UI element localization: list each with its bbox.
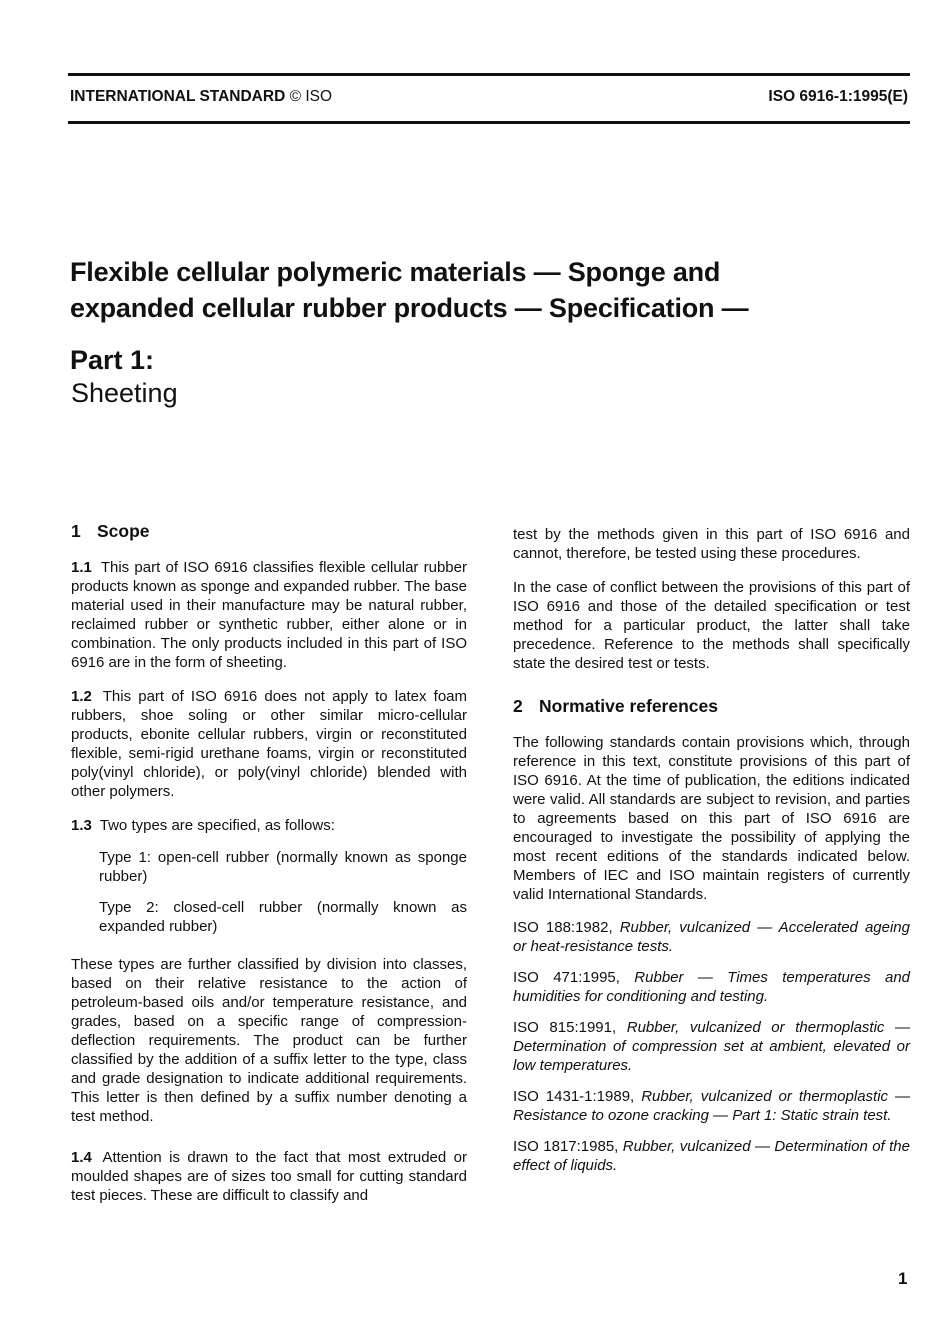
reference-code: ISO 1817:1985, <box>513 1138 619 1155</box>
reference-title: Rubber — Times temperatures and humidities for conditioning and testing. <box>513 969 911 1005</box>
clause-1-1 <box>71 558 467 672</box>
clause-1-4 <box>71 1148 467 1205</box>
clause-1-3-continuation: These types are further classified by division into classes, based on their relative resistance to the action of petroleum-based oils and/or temperature resistance, and grades, based on a specific range of compression-deflection requirements. The product can be further classified by the addition of a suffix letter to the type, class and grade designation to indicate additional requirements. This letter is then defined by a suffix number denoting a test method. <box>71 956 467 1125</box>
reference-title: Rubber, vulcanized — Determination of the effect of liquids. <box>513 1138 910 1174</box>
header-copyright: © ISO <box>289 88 333 105</box>
clause-1-2-text: This part of ISO 6916 does not apply to latex foam rubbers, shoe soling or other similar micro-cellular products, ebonite cellular rubbers, virgin or reconstituted flexible, semi-rigid urethane foams, virgin or reconstituted poly(vinyl chloride), or poly(vinyl chloride) blended with other polymers. <box>71 688 467 800</box>
header-top-rule <box>68 73 910 76</box>
clause-1-3-text: Two types are specified, as follows: <box>99 817 335 834</box>
reference-title: Rubber, vulcanized or thermoplastic — Resistance to ozone cracking — Part 1: Static strain test. <box>513 1088 910 1124</box>
clause-1-5: In the case of conflict between the provisions of this part of ISO 6916 and those of the detailed specification or test method for a particular product, the latter shall take precedence. Reference to the methods shall specifically state the desired test or tests. <box>513 579 910 672</box>
header-document-number: ISO 6916-1:1995(E) <box>768 88 908 105</box>
clause-1-4-continued: test by the methods given in this part of ISO 6916 and cannot, therefore, be tested using these procedures. <box>513 526 910 562</box>
reference-title: Rubber, vulcanized or thermoplastic — Determination of compression set at ambient, elevated or low temperatures. <box>513 1019 910 1074</box>
reference-code: ISO 188:1982, <box>513 919 613 936</box>
clause-1-4-number: 1.4 <box>71 1149 92 1166</box>
reference-code: ISO 815:1991, <box>513 1019 617 1036</box>
clause-1-1-text: This part of ISO 6916 classifies flexible cellular rubber products known as sponge and expanded rubber. The base material used in their manufacture may be natural rubber, reclaimed rubber or synthetic rubber, either alone or in combination. The only products included in this part of ISO 6916 are in the form of sheeting. <box>71 559 467 671</box>
document-title <box>70 254 890 326</box>
clause-1-2-number: 1.2 <box>71 688 92 705</box>
part-name: Sheeting <box>71 378 178 408</box>
section-1-heading <box>71 522 467 541</box>
section-1-number: 1 <box>71 521 81 541</box>
section-1-title: Scope <box>97 521 150 541</box>
reference-code: ISO 1431-1:1989, <box>513 1088 635 1105</box>
clause-1-3-number: 1.3 <box>71 817 92 834</box>
section-2-intro: The following standards contain provisions which, through reference in this text, constitute provisions of this part of ISO 6916. At the time of publication, the editions indicated were valid. All standards are subject to revision, and parties to agreements based on this part of ISO 6916 are encouraged to investigate the possibility of applying the most recent editions of the standards indicated below. Members of IEC and ISO maintain registers of currently valid International Standards. <box>513 734 910 903</box>
title-line-2: expanded cellular rubber products — Specification — <box>70 293 749 323</box>
reference-item <box>513 1137 910 1175</box>
section-2-number: 2 <box>513 696 523 716</box>
header-standard-label: INTERNATIONAL STANDARD <box>70 88 286 105</box>
type-2-item: Type 2: closed-cell rubber (normally known as expanded rubber) <box>99 899 467 935</box>
clause-1-1-number: 1.1 <box>71 559 92 576</box>
right-column <box>513 525 910 1187</box>
clause-1-4-text: Attention is drawn to the fact that most extruded or moulded shapes are of sizes too small for cutting standard test pieces. These are difficult to classify and <box>71 1149 467 1204</box>
reference-item <box>513 968 910 1006</box>
page-number: 1 <box>898 1269 908 1288</box>
section-2-heading <box>513 697 910 716</box>
clause-1-2 <box>71 687 467 801</box>
type-1-item: Type 1: open-cell rubber (normally known as sponge rubber) <box>99 849 467 885</box>
reference-code: ISO 471:1995, <box>513 969 620 986</box>
part-label: Part 1: <box>70 345 155 375</box>
title-line-1: Flexible cellular polymeric materials — Sponge and <box>70 257 721 287</box>
reference-item <box>513 918 910 956</box>
reference-item <box>513 1018 910 1075</box>
header-document-type <box>70 88 332 106</box>
reference-title: Rubber, vulcanized — Accelerated ageing or heat-resistance tests. <box>513 919 910 955</box>
reference-item <box>513 1087 910 1125</box>
clause-1-3 <box>71 816 467 835</box>
section-2-title: Normative references <box>539 696 718 716</box>
header-bottom-rule <box>68 121 910 124</box>
left-column <box>71 522 467 1220</box>
